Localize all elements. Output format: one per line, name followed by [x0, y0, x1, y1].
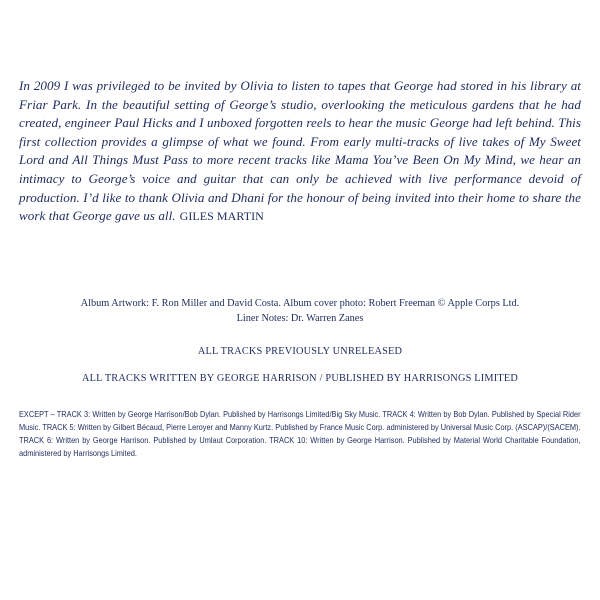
unreleased-notice: ALL TRACKS PREVIOUSLY UNRELEASED	[197, 346, 403, 357]
liner-notes-quote	[19, 77, 581, 226]
quote-author: GILES MARTIN	[179, 209, 264, 224]
quote-text: In 2009 I was privileged to be invited by Olivia to listen to tapes that George had stored in his library at Friar Park. In the beautiful setting of George’s studio, overlooking the meticulous gardens that he had created, engineer Paul Hicks and I unboxed forgotten reels to hear the music George had left behind. This first collection provides a glimpse of what we found. From early multi-tracks of live takes of My Sweet Lord and All Things Must Pass to more recent tracks like Mama You’ve Been On My Mind, we hear an intimacy to George’s voice and guitar that can only be achieved with live performance devoid of production. I’d like to thank Olivia and Dhani for the honour of being invited into their home to share the work that George gave us all.	[19, 78, 581, 224]
production-credits	[0, 297, 600, 326]
liner-notes-credit: Liner Notes: Dr. Warren Zanes	[236, 312, 364, 324]
artwork-credit: Album Artwork: F. Ron Miller and David Costa. Album cover photo: Robert Freeman © Apple Corps Ltd.	[80, 298, 520, 309]
track-exceptions: EXCEPT – TRACK 3: Written by George Harrison/Bob Dylan. Published by Harrisongs Limited/Big Sky Music. TRACK 4: Written by Bob Dylan. Published by Special Rider Music. TRACK 5: Written by Gilbert Bécaud, Pierre Leroyer and Manny Kurtz. Published by France Music Corp. administered by Universal Music Corp. (ASCAP)/(SACEM). TRACK 6: Written by George Harrison. Published by Umlaut Corporation. TRACK 10: Written by George Harrison. Published by Material World Charitable Foundation, administered by Harrisongs Limited.	[19, 409, 581, 459]
written-published-notice: ALL TRACKS WRITTEN BY GEORGE HARRISON / PUBLISHED BY HARRISONGS LIMITED	[82, 373, 518, 384]
